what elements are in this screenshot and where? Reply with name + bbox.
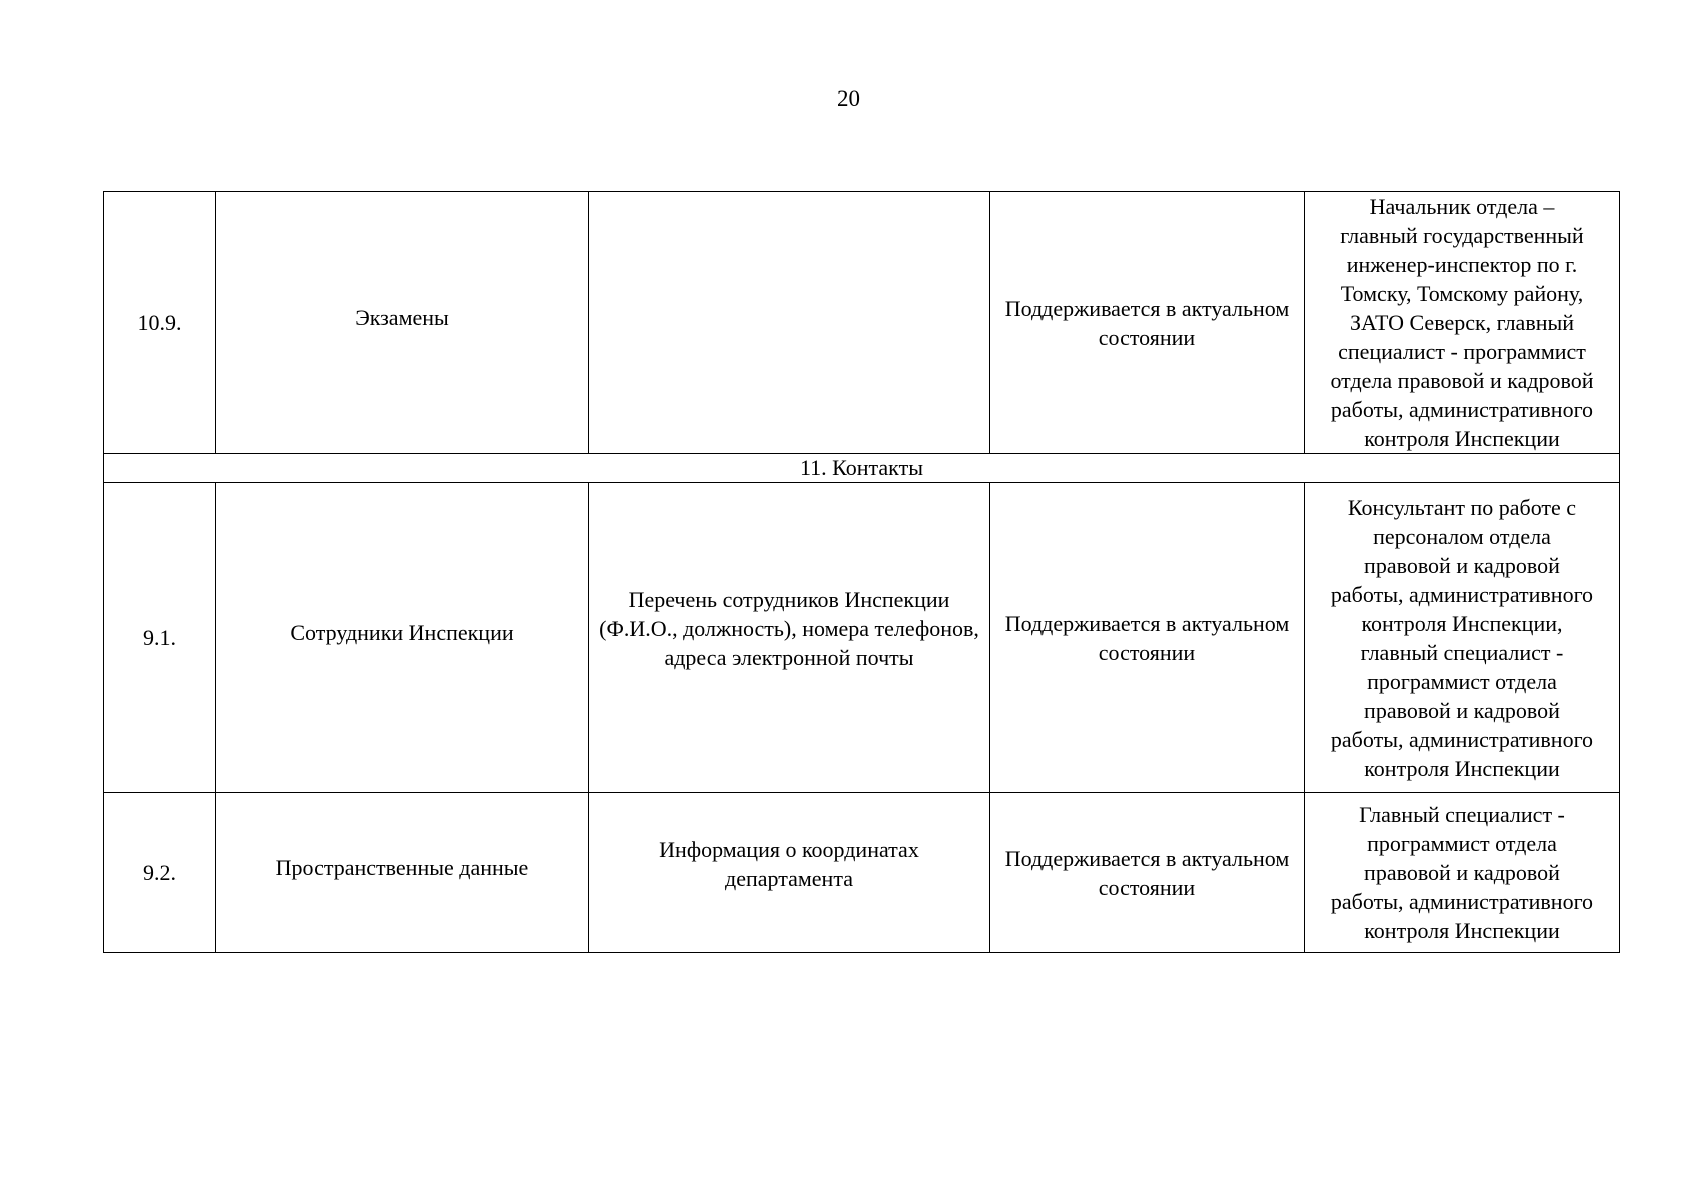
table-row [104, 192, 1620, 454]
row-description [589, 192, 990, 454]
table-row [104, 793, 1620, 953]
row-status: Поддерживается в актуальном состоянии [990, 483, 1305, 793]
row-title: Экзамены [216, 192, 589, 454]
row-responsible: Консультант по работе с персоналом отдела правовой и кадровой работы, административного контроля Инспекции, главный специалист - программист отдела правовой и кадровой работы, административного контроля Инспекции [1305, 483, 1620, 793]
row-number: 10.9. [104, 192, 216, 454]
row-responsible: Начальник отдела – главный государственный инженер-инспектор по г. Томску, Томскому району, ЗАТО Северск, главный специалист - программист отдела правовой и кадровой работы, административного контроля Инспекции [1305, 192, 1620, 454]
row-number: 9.1. [104, 483, 216, 793]
row-responsible: Главный специалист - программист отдела правовой и кадровой работы, административного контроля Инспекции [1305, 793, 1620, 953]
section-heading-row [104, 454, 1620, 483]
section-heading: 11. Контакты [104, 454, 1620, 483]
row-status: Поддерживается в актуальном состоянии [990, 793, 1305, 953]
row-status: Поддерживается в актуальном состоянии [990, 192, 1305, 454]
row-description: Перечень сотрудников Инспекции (Ф.И.О., должность), номера телефонов, адреса электронной почты [589, 483, 990, 793]
table-row [104, 483, 1620, 793]
row-title: Пространственные данные [216, 793, 589, 953]
row-number: 9.2. [104, 793, 216, 953]
row-description: Информация о координатах департамента [589, 793, 990, 953]
row-title: Сотрудники Инспекции [216, 483, 589, 793]
document-table [103, 191, 1620, 953]
page-number: 20 [837, 86, 860, 111]
